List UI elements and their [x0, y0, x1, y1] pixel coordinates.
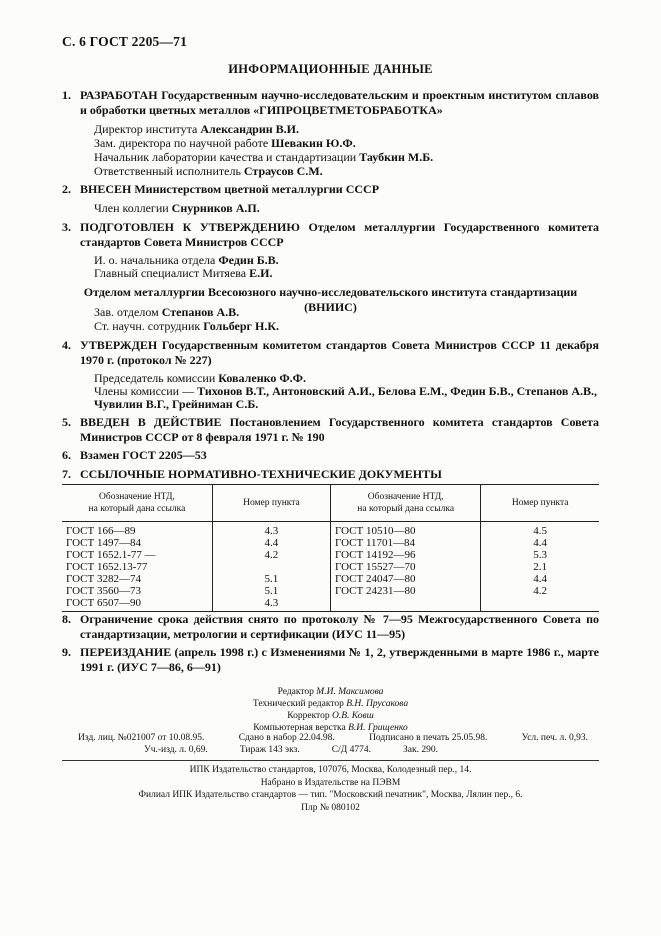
section-number: 4.	[62, 338, 71, 352]
table-row	[62, 537, 599, 549]
ntd-designation-cell: ГОСТ 166—89	[66, 525, 136, 537]
ntd-designation-cell: ГОСТ 11701—84	[330, 537, 480, 549]
section-number: 8.	[62, 612, 71, 626]
section-text: Взамен ГОСТ 2205—53	[80, 448, 207, 462]
ntd-designation-cell: ГОСТ 1497—84	[66, 537, 141, 549]
clause-number-cell: 2.1	[481, 561, 599, 573]
table-row	[62, 561, 599, 573]
publisher-block	[0, 764, 661, 814]
ntd-designation-cell: ГОСТ 24231—80	[330, 585, 480, 597]
clause-number-cell: 4.4	[481, 537, 599, 549]
clause-number-cell: 4.2	[481, 585, 599, 597]
members-line: Члены комиссии — Тихонов В.Т., Антоновский А.И., Белова Е.М., Федин Б.В., Степанов А.В.,	[94, 384, 598, 398]
members-line-2: Чувилин В.Г., Грейниман С.Б.	[94, 397, 259, 411]
clause-number-cell: 4.4	[212, 537, 330, 549]
credit-line: Технический редактор В.Н. Прусакова	[252, 699, 409, 709]
table-row	[62, 522, 599, 538]
person-line: Ст. научн. сотрудник Гольберг Н.К.	[94, 319, 280, 333]
section-number: 6.	[62, 448, 71, 462]
clause-number-cell: 5.1	[212, 585, 330, 597]
section-text: РАЗРАБОТАН Государственным научно-исследовательским и проектным институтом сплавов и обработки цветных металлов «ГИПРОЦВЕТМЕТОБРАБОТКА»	[80, 88, 599, 117]
table-row	[62, 597, 599, 612]
clause-number-cell: 4.2	[212, 549, 330, 561]
page-header: С. 6 ГОСТ 2205—71	[62, 34, 188, 49]
clause-number-cell: 4.3	[212, 597, 330, 612]
clause-number-cell: 4.4	[481, 573, 599, 585]
imprint-block	[78, 732, 588, 756]
table-row	[62, 585, 599, 597]
credit-line: Редактор М.И. Максимова	[277, 687, 384, 697]
credit-line: Корректор О.В. Ковш	[287, 711, 374, 721]
clause-number-cell: 4.5	[481, 522, 599, 538]
imprint-row: Уч.-изд. л. 0,69. Тираж 143 экз. С/Д 4774. Зак. 290.	[144, 745, 438, 755]
ntd-designation-cell: ГОСТ 3560—73	[66, 585, 141, 597]
chair-line: Председатель комиссии Коваленко Ф.Ф.	[94, 371, 306, 385]
ntd-designation-cell	[330, 597, 480, 612]
person-line: Начальник лаборатории качества и стандартизации Таубкин М.Б.	[94, 150, 434, 164]
page-title: ИНФОРМАЦИОННЫЕ ДАННЫЕ	[228, 62, 433, 76]
table-row	[62, 573, 599, 585]
section-number: 7.	[62, 467, 71, 481]
person-line: Зам. директора по научной работе Шевакин Ю.Ф.	[94, 136, 356, 150]
person-line: Ответственный исполнитель Страусов С.М.	[94, 164, 323, 178]
table-header-row	[62, 485, 599, 522]
section-number: 5.	[62, 415, 71, 429]
person-line: Директор института Александрин В.И.	[94, 122, 299, 136]
department-line: Отделом металлургии Всесоюзного научно-исследовательского института стандартизации (ВНИИС)	[83, 285, 578, 314]
section-text: ССЫЛОЧНЫЕ НОРМАТИВНО-ТЕХНИЧЕСКИЕ ДОКУМЕНТЫ	[80, 467, 442, 481]
section-text: ПОДГОТОВЛЕН К УТВЕРЖДЕНИЮ Отделом металлургии Государственного комитета стандартов Совета Министров СССР	[80, 220, 599, 249]
section-number: 3.	[62, 220, 71, 234]
ntd-designation-cell: ГОСТ 14192—96	[330, 549, 480, 561]
person-line: Член коллегии Снурников А.П.	[94, 201, 260, 215]
section-text: ПЕРЕИЗДАНИЕ (апрель 1998 г.) с Изменениями № 1, 2, утвержденными в марте 1986 г., марте 1991 г. (ИУС 7—86, 6—91)	[80, 645, 599, 674]
table-row	[62, 549, 599, 561]
ntd-designation-cell: ГОСТ 1652.1-77 —	[66, 549, 156, 561]
ntd-designation-cell: ГОСТ 3282—74	[66, 573, 141, 585]
publisher-line: Плр № 080102	[301, 802, 360, 813]
section-text: УТВЕРЖДЕН Государственным комитетом стандартов Совета Министров СССР 11 декабря 1970 г. (протокол № 227)	[80, 338, 599, 367]
imprint-row: Изд. лиц. №021007 от 10.08.95. Сдано в набор 22.04.98. Подписано в печать 25.05.98. Усл. печ. л. 0,93.	[78, 733, 588, 743]
section-number: 2.	[62, 182, 71, 196]
ntd-designation-cell: ГОСТ 24047—80	[330, 573, 480, 585]
credit-line: Компьютерная верстка В.И. Грищенко	[253, 723, 408, 733]
publisher-line: ИПК Издательство стандартов, 107076, Москва, Колодезный пер., 14.	[189, 765, 472, 775]
column-header: Номер пункта	[212, 485, 330, 522]
credits-block	[0, 686, 661, 734]
section-text: ВВЕДЕН В ДЕЙСТВИЕ Постановлением Государственного комитета стандартов Совета Министров СССР от 8 февраля 1971 г. № 190	[80, 415, 599, 444]
publisher-line: Филиал ИПК Издательство стандартов — тип. "Московский печатник", Москва, Лялин пер., 6.	[138, 790, 523, 800]
person-line: Главный специалист Митяева Е.И.	[94, 266, 273, 280]
section-text: Ограничение срока действия снято по протоколу № 7—95 Межгосударственного Совета по стандартизации, метрологии и сертификации (ИУС 11—95)	[80, 612, 599, 641]
section-text: ВНЕСЕН Министерством цветной металлургии СССР	[80, 182, 380, 196]
person-line: Зав. отделом Степанов А.В.	[94, 305, 240, 319]
ntd-designation-cell: ГОСТ 6507—90	[62, 597, 212, 612]
ntd-designation-cell: ГОСТ 10510—80	[330, 522, 480, 538]
person-line: И. о. начальника отдела Федин Б.В.	[94, 253, 279, 267]
ntd-designation-cell: ГОСТ 15527—70	[330, 561, 480, 573]
clause-number-cell: 5.1	[212, 573, 330, 585]
section-number: 9.	[62, 645, 71, 659]
divider	[62, 760, 599, 761]
column-header: Обозначение НТД, на который дана ссылка	[62, 485, 212, 522]
clause-number-cell	[212, 561, 330, 573]
ntd-designation-cell: ГОСТ 1652.13-77	[66, 561, 148, 573]
column-header: Номер пункта	[481, 485, 599, 522]
references-table	[62, 484, 599, 612]
publisher-line: Набрано в Издательстве на ПЭВМ	[260, 777, 401, 788]
clause-number-cell: 5.3	[481, 549, 599, 561]
section-number: 1.	[62, 88, 71, 102]
clause-number-cell	[481, 597, 599, 612]
column-header: Обозначение НТД, на который дана ссылка	[330, 485, 480, 522]
clause-number-cell: 4.3	[212, 522, 330, 538]
